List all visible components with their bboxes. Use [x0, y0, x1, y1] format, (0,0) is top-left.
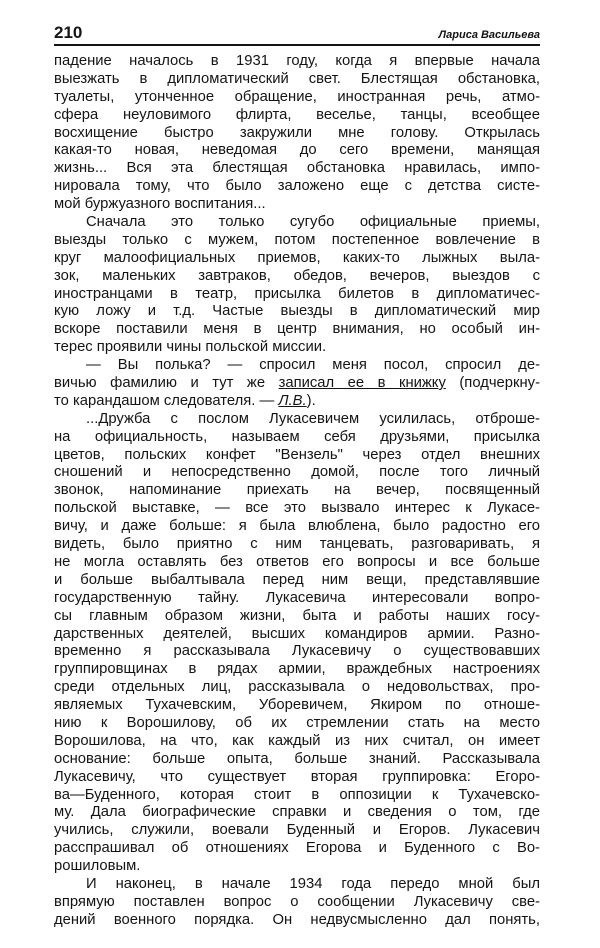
text-line: вичу, и даже больше: я была влюблена, было радостно его [54, 518, 540, 535]
text-line: временно я рассказывала Лукасевичу о существовавших [54, 643, 540, 660]
text-line: мой буржуазного воспитания... [54, 196, 266, 213]
text-segment: то карандашом следователя. — [54, 392, 279, 409]
text-line: цветов, польских конфет "Вензель" через отдел внешних [54, 446, 540, 463]
text-line: нию к Ворошилову, об их стремлении стать на место [54, 714, 540, 731]
page-header [54, 20, 540, 46]
text-line: сфера неуловимого флирта, веселье, танцы, всеобщее [54, 106, 540, 123]
text-line: группировщинах в рядах армии, враждебных настроениях [54, 661, 540, 678]
text-line: рошиловым. [54, 858, 141, 875]
text-line: круг малоофициальных приемов, каких-то лыжных выла- [54, 249, 540, 266]
text-line: дарственных деятелей, высших командиров армии. Разно- [54, 625, 540, 642]
body-text [54, 53, 540, 930]
text-line: дений военного порядка. Он недвусмысленно дал понять, [54, 911, 540, 928]
text-line: Лукасевичу, что существует вторая группировка: Егоро- [54, 768, 540, 785]
text-line: ...Дружба с послом Лукасевичем усилилась, отброше- [86, 410, 540, 427]
text-segment: ). [306, 392, 316, 409]
text-line: зок, маленьких завтраков, обедов, вечеров, выездов с [54, 267, 540, 284]
paragraph-5 [54, 876, 540, 930]
text-line: польской выставке, — все это вызвало интерес к Лукасе- [54, 500, 540, 517]
paragraph-2 [54, 214, 540, 357]
text-line: видеть, было приятно с ним танцевать, разговаривать, я [54, 536, 540, 553]
text-line [54, 393, 540, 411]
text-line: расспрашивал об отношениях Егорова и Буденного с Во- [54, 840, 540, 857]
text-line: иностранцами в театр, присылка билетов в дипломатичес- [54, 285, 540, 302]
text-line: и больше выбалтывала перед ним вещи, представлявшие [54, 571, 540, 588]
author-initials: Л.В. [278, 392, 307, 409]
page-number: 210 [54, 23, 83, 42]
text-line: туалеты, утонченное обращение, иностранная речь, атмо- [54, 88, 540, 105]
text-line: не могла оставлять без ответов его вопросы и все больше [54, 553, 540, 570]
text-line: — Вы полька? — спросил меня посол, спросил де- [86, 357, 540, 374]
text-line: Ворошилова, на что, как каждый из них считал, он имеет [54, 732, 540, 749]
text-line: жизнь... Вся эта блестящая обстановка нравилась, импо- [54, 160, 540, 177]
text-line: сношений и непосредственно домой, после того личный [54, 464, 540, 481]
paragraph-4 [54, 411, 540, 876]
text-line: какая-то новая, неведомая до сего времени, манящая [54, 142, 540, 159]
text-segment: (подчеркну- [445, 375, 540, 392]
text-line: звонок, напоминание приехать на вечер, посвященный [54, 482, 540, 499]
paragraph-1 [54, 53, 540, 214]
text-line: ва—Буденного, которая стоит в оппозиции к Тухачевско- [54, 786, 540, 803]
text-line: сы главным образом жизни, быта и работы наших госу- [54, 607, 540, 624]
text-line: му. Дала биографические справки и сведения о том, где [54, 804, 540, 821]
text-line: восхищение быстро закружили мне голову. Открылась [54, 124, 540, 141]
text-line: на официальность, называем себя друзьями, присылка [54, 428, 540, 445]
text-line: выезды только с мужем, потом постепенное вовлечение в [54, 231, 540, 248]
text-segment: вичью фамилию и тут же [54, 375, 279, 392]
text-line: государственную тайну. Лукасевича интересовали вопро- [54, 589, 540, 606]
text-line: падение началось в 1931 году, когда я впервые начала [54, 53, 540, 69]
running-head-author: Лариса Васильева [438, 29, 540, 41]
text-line: кую ложу и т.д. Частые выезды в дипломатический мир [54, 303, 540, 320]
text-line: Сначала это только сугубо официальные приемы, [86, 214, 540, 231]
text-line: основание: больше опыта, больше знаний. Рассказывала [54, 750, 540, 767]
underlined-phrase: записал ее в книжку [278, 375, 446, 392]
text-line: впрямую поставлен вопрос о сообщении Лукасевичу све- [54, 893, 540, 910]
text-line: нировала тому, что было заложено еще с детства систе- [54, 178, 540, 195]
text-line: среди отдельных лиц, рассказывала о недовольствах, про- [54, 679, 540, 696]
book-page [54, 20, 540, 930]
text-line: учились, служили, воевали Буденный и Егоров. Лукасевич [54, 822, 540, 839]
text-line: вскоре поставили меня в центр внимания, но особый ин- [54, 321, 540, 338]
text-line: терес проявили чины польской миссии. [54, 339, 327, 356]
text-line: И наконец, в начале 1934 года передо мной был [86, 875, 540, 892]
text-line: являемых Тухачевским, Уборевичем, Якиром по отноше- [54, 697, 540, 714]
text-line [54, 375, 540, 393]
text-line: выезжать в дипломатический свет. Блестящая обстановка, [54, 70, 540, 87]
paragraph-3-dialogue [54, 357, 540, 411]
